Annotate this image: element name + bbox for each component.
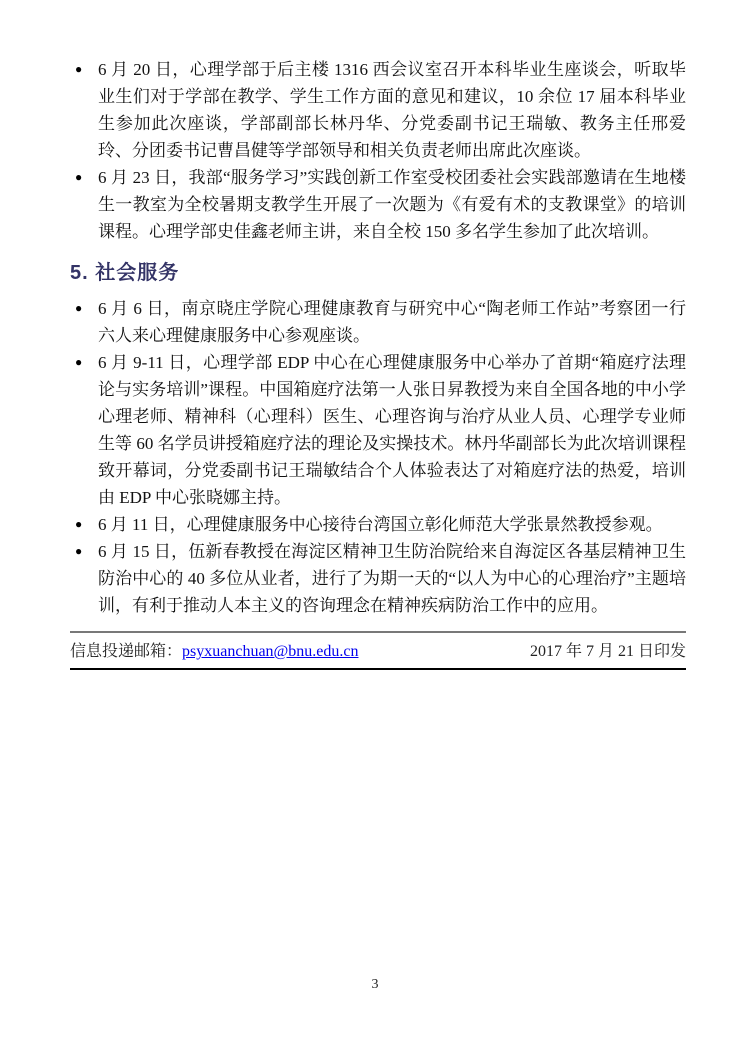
bullet-icon: ● — [75, 544, 83, 558]
list-item — [70, 538, 686, 619]
bullet-icon: ● — [75, 355, 83, 369]
section-heading-social-services: 5. 社会服务 — [70, 262, 180, 284]
footer-print-date: 2017 年 7 月 21 日印发 — [529, 643, 686, 660]
bullet-text: 6 月 20 日，心理学部于后主楼 1316 西会议室召开本科毕业生座谈会，听取毕业生们对于学部在教学、学生工作方面的意见和建议，10 余位 17 届本科毕业生参加此次座谈，学部副部长林丹华、分党委副书记王瑞敏、教务主任邢爱玲、分团委书记曹昌健等学部领导和相关负责老师出席此次座谈。 — [98, 60, 686, 160]
bullet-text: 6 月 11 日，心理健康服务中心接待台湾国立彰化师范大学张景然教授参观。 — [98, 515, 663, 534]
bullet-text: 6 月 15 日，伍新春教授在海淀区精神卫生防治院给来自海淀区各基层精神卫生防治中心的 40 多位从业者，进行了为期一天的“以人为中心的心理治疗”主题培训，有利于推动人本主义的咨询理念在精神疾病防治工作中的应用。 — [98, 542, 686, 615]
bullet-text: 6 月 9-11 日，心理学部 EDP 中心在心理健康服务中心举办了首期“箱庭疗法理论与实务培训”课程。中国箱庭疗法第一人张日昇教授为来自全国各地的中小学心理老师、精神科（心理科）医生、心理咨询与治疗从业人员、心理学专业师生等 60 名学员讲授箱庭疗法的理论及实操技术。林丹华副部长为此次培训课程致开幕词，分党委副书记王瑞敏结合个人体验表达了对箱庭疗法的热爱，培训由 EDP 中心张晓娜主持。 — [98, 353, 686, 507]
bullet-icon: ● — [75, 170, 83, 184]
bullet-icon: ● — [75, 301, 83, 315]
footer-bottom-line — [70, 668, 686, 670]
list-item — [70, 349, 686, 511]
bullet-text: 6 月 23 日，我部“服务学习”实践创新工作室受校团委社会实践部邀请在生地楼生一教室为全校暑期支教学生开展了一次题为《有爱有术的支教课堂》的培训课程。心理学部史佳鑫老师主讲，来自全校 150 多名学生参加了此次培训。 — [98, 168, 686, 241]
list-item — [70, 511, 686, 538]
bullet-text: 6 月 6 日，南京晓庄学院心理健康教育与研究中心“陶老师工作站”考察团一行六人来心理健康服务中心参观座谈。 — [98, 299, 686, 345]
list-item — [70, 295, 686, 349]
bullet-icon: ● — [75, 517, 83, 531]
footer — [70, 640, 686, 664]
footer-contact — [70, 640, 358, 664]
footer-email-link[interactable]: psyxuanchuan@bnu.edu.cn — [182, 643, 359, 660]
page-number: 3 — [371, 977, 379, 992]
list-item — [70, 164, 686, 245]
list-item — [70, 56, 686, 164]
document-body — [70, 56, 686, 670]
bullet-icon: ● — [75, 62, 83, 76]
footer-separator-line — [70, 631, 686, 633]
footer-email-label: 信息投递邮箱： — [70, 643, 183, 660]
